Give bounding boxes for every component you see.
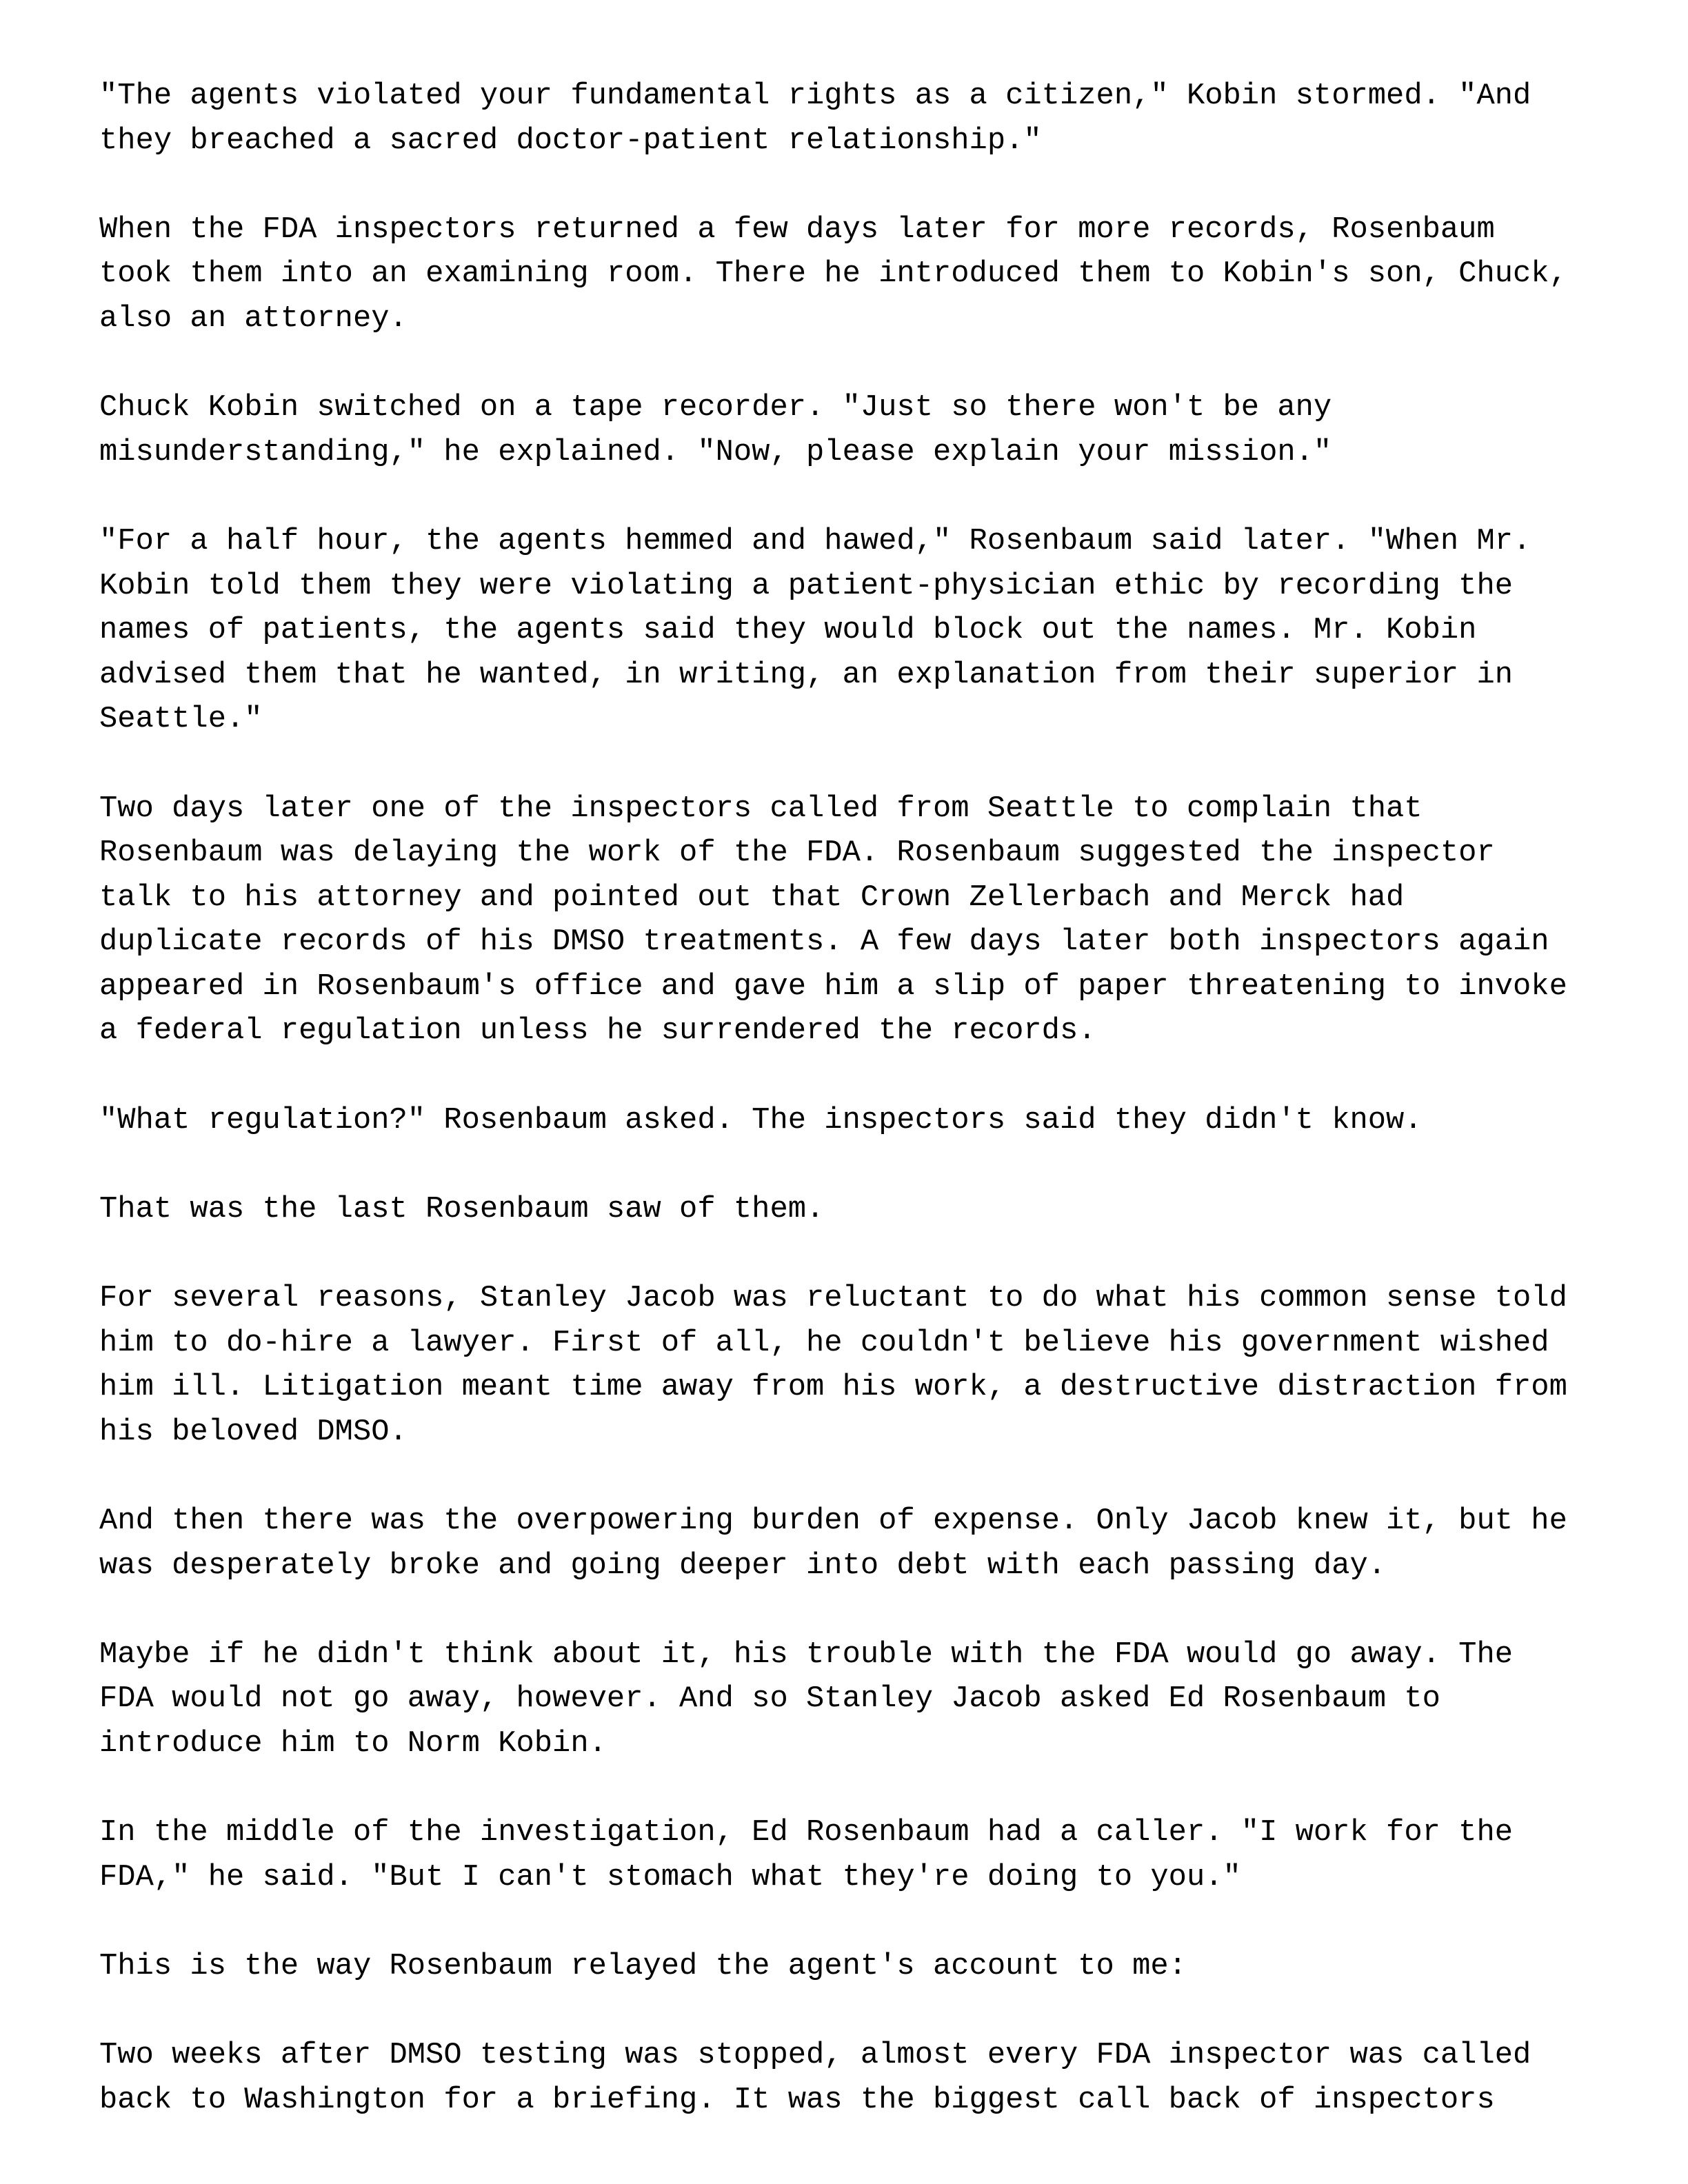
paragraph-burden-of-expense	[99, 1499, 1658, 1588]
document-page	[99, 74, 1658, 2167]
text-line: Kobin told them they were violating a patient-physician ethic by recording the	[99, 569, 1514, 603]
text-line: When the FDA inspectors returned a few days later for more records, Rosenbaum	[99, 212, 1495, 247]
text-line: was desperately broke and going deeper into debt with each passing day.	[99, 1548, 1387, 1583]
text-line: duplicate records of his DMSO treatments. A few days later both inspectors again	[99, 925, 1549, 960]
paragraph-two-days-later	[99, 787, 1658, 1055]
text-line: names of patients, the agents said they would block out the names. Mr. Kobin	[99, 614, 1477, 648]
text-line: him ill. Litigation meant time away from his work, a destructive distraction from	[99, 1371, 1567, 1405]
paragraph-half-hour	[99, 520, 1658, 742]
text-line: advised them that he wanted, in writing, an explanation from their superior in	[99, 658, 1514, 692]
text-line: took them into an examining room. There he introduced them to Kobin's son, Chuck,	[99, 257, 1567, 292]
text-line: they breached a sacred doctor-patient relationship."	[99, 123, 1042, 158]
paragraph-had-a-caller	[99, 1811, 1658, 1900]
text-line: back to Washington for a briefing. It was the biggest call back of inspectors	[99, 2083, 1495, 2117]
paragraph-several-reasons	[99, 1277, 1658, 1455]
text-line: appeared in Rosenbaum's office and gave him a slip of paper threatening to invoke	[99, 969, 1567, 1004]
text-line: misunderstanding," he explained. "Now, please explain your mission."	[99, 435, 1332, 469]
text-line: FDA would not go away, however. And so Stanley Jacob asked Ed Rosenbaum to	[99, 1682, 1440, 1717]
paragraph-kobin-stormed	[99, 74, 1658, 163]
paragraph-two-weeks-after	[99, 2034, 1658, 2123]
text-line: Two days later one of the inspectors called from Seattle to complain that	[99, 791, 1423, 826]
text-line: This is the way Rosenbaum relayed the agent's account to me:	[99, 1949, 1187, 1983]
paragraph-maybe-if	[99, 1633, 1658, 1767]
text-line: Rosenbaum was delaying the work of the FDA. Rosenbaum suggested the inspector	[99, 836, 1495, 871]
text-line: him to do-hire a lawyer. First of all, he couldn't believe his government wished	[99, 1326, 1549, 1360]
text-line: introduce him to Norm Kobin.	[99, 1726, 607, 1761]
paragraph-tape-recorder	[99, 386, 1658, 475]
text-line: Two weeks after DMSO testing was stopped, almost every FDA inspector was called	[99, 2039, 1531, 2073]
text-line: And then there was the overpowering burden of expense. Only Jacob knew it, but he	[99, 1504, 1567, 1538]
text-line: Chuck Kobin switched on a tape recorder. "Just so there won't be any	[99, 391, 1332, 425]
text-line: Seattle."	[99, 702, 263, 737]
text-line: Maybe if he didn't think about it, his trouble with the FDA would go away. The	[99, 1637, 1514, 1672]
paragraph-relayed-account	[99, 1945, 1658, 1990]
text-line: "What regulation?" Rosenbaum asked. The inspectors said they didn't know.	[99, 1103, 1423, 1138]
text-line: For several reasons, Stanley Jacob was reluctant to do what his common sense told	[99, 1282, 1567, 1316]
text-line: FDA," he said. "But I can't stomach what they're doing to you."	[99, 1860, 1241, 1894]
paragraph-what-regulation	[99, 1099, 1658, 1144]
paragraph-inspectors-returned	[99, 208, 1658, 342]
text-line: talk to his attorney and pointed out that Crown Zellerbach and Merck had	[99, 880, 1405, 915]
text-line: a federal regulation unless he surrendered the records.	[99, 1014, 1096, 1049]
text-line: his beloved DMSO.	[99, 1415, 408, 1449]
text-line: That was the last Rosenbaum saw of them.	[99, 1192, 825, 1226]
text-line: also an attorney.	[99, 301, 408, 336]
text-line: "For a half hour, the agents hemmed and hawed," Rosenbaum said later. "When Mr.	[99, 524, 1531, 558]
text-line: In the middle of the investigation, Ed Rosenbaum had a caller. "I work for the	[99, 1816, 1514, 1850]
paragraph-last-saw	[99, 1188, 1658, 1233]
text-line: "The agents violated your fundamental rights as a citizen," Kobin stormed. "And	[99, 79, 1531, 113]
